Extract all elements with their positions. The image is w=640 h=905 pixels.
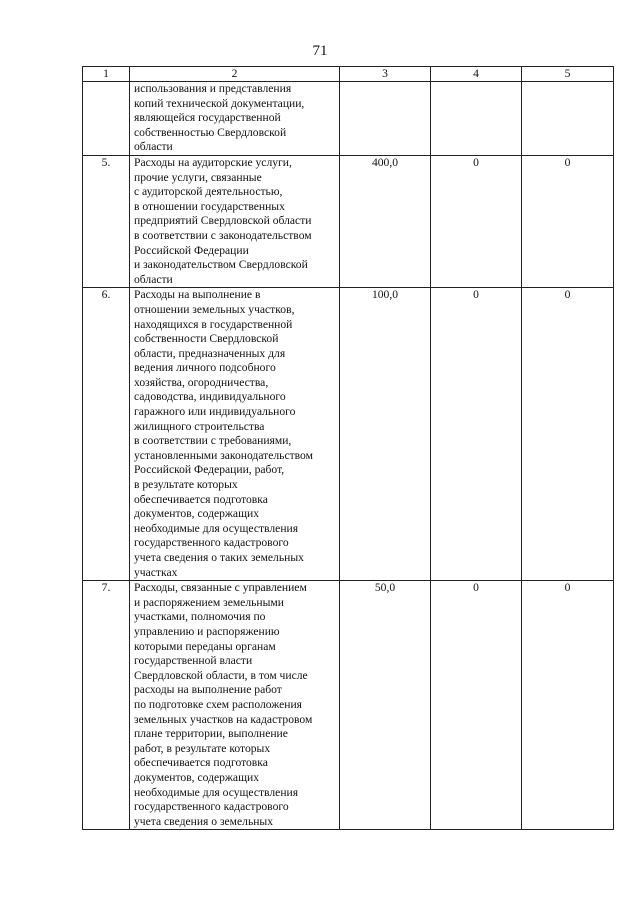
header-col-1: 1 xyxy=(83,67,130,82)
description-line: плане территории, выполнение xyxy=(134,727,288,741)
description-line: работ, в результате которых xyxy=(134,741,271,755)
description-line: обеспечивается подготовка xyxy=(134,492,268,506)
description-line: учета сведения о земельных xyxy=(134,814,274,828)
row-value-col-3: 50,0 xyxy=(340,581,431,830)
description-line: документов, содержащих xyxy=(134,770,260,784)
row-number: 6. xyxy=(83,288,130,581)
row-value-col-5: 0 xyxy=(522,288,614,581)
row-value-col-3: 100,0 xyxy=(340,288,431,581)
row-value-col-4: 0 xyxy=(431,288,522,581)
row-description xyxy=(130,288,340,581)
description-line: использования и представления xyxy=(134,82,292,95)
table-row xyxy=(83,82,614,156)
page-number: 71 xyxy=(312,43,328,59)
description-line: и распоряжением земельными xyxy=(134,595,284,609)
description-line: расходы на выполнение работ xyxy=(134,683,282,697)
row-value-col-4 xyxy=(431,82,522,156)
description-line: хозяйства, огородничества, xyxy=(134,375,269,389)
description-line: обеспечивается подготовка xyxy=(134,756,268,770)
table-row xyxy=(83,155,614,287)
description-line: в соответствии с требованиями, xyxy=(134,434,292,448)
description-line: ведения личного подсобного xyxy=(134,361,276,375)
description-line: и законодательством Свердловской xyxy=(134,258,308,272)
header-col-3: 3 xyxy=(340,67,431,82)
description-line: с аудиторской деятельностью, xyxy=(134,185,283,199)
row-description xyxy=(130,581,340,830)
description-line: гаражного или индивидуального xyxy=(134,405,296,419)
description-line: прочие услуги, связанные xyxy=(134,170,262,184)
description-line: управлению и распоряжению xyxy=(134,624,280,638)
description-line: области xyxy=(134,140,173,154)
row-description xyxy=(130,82,340,156)
description-line: являющейся государственной xyxy=(134,111,281,125)
description-line: в результате которых xyxy=(134,478,238,492)
row-number xyxy=(83,82,130,156)
row-number: 5. xyxy=(83,155,130,287)
row-number: 7. xyxy=(83,581,130,830)
description-line: в отношении государственных xyxy=(134,199,285,213)
description-line: собственностью Свердловской xyxy=(134,125,287,139)
description-line: которыми переданы органам xyxy=(134,639,276,653)
description-line: жилищного строительства xyxy=(134,419,265,433)
description-line: Свердловской области, в том числе xyxy=(134,668,308,682)
row-value-col-3 xyxy=(340,82,431,156)
description-line: необходимые для осуществления xyxy=(134,785,299,799)
description-line: копий технической документации, xyxy=(134,96,305,110)
table-row xyxy=(83,581,614,830)
description-line: Российской Федерации xyxy=(134,243,249,257)
description-line: документов, содержащих xyxy=(134,507,260,521)
description-line: учета сведения о таких земельных xyxy=(134,551,304,564)
header-col-2: 2 xyxy=(130,67,340,82)
description-line: Расходы на аудиторские услуги, xyxy=(134,155,292,169)
row-value-col-5 xyxy=(522,82,614,156)
description-line: земельных участков на кадастровом xyxy=(134,712,313,726)
row-value-col-5: 0 xyxy=(522,155,614,287)
row-value-col-3: 400,0 xyxy=(340,155,431,287)
expenses-table xyxy=(82,66,614,830)
description-line: необходимые для осуществления xyxy=(134,521,299,535)
description-line: установленными законодательством xyxy=(134,448,313,462)
description-line: находящихся в государственной xyxy=(134,317,293,331)
table-body xyxy=(83,67,614,830)
description-line: государственной власти xyxy=(134,654,253,668)
description-line: государственного кадастрового xyxy=(134,800,289,814)
description-line: Российской Федерации, работ, xyxy=(134,463,285,477)
description-line: Расходы на выполнение в xyxy=(134,288,261,302)
row-value-col-5: 0 xyxy=(522,581,614,830)
description-line: участках xyxy=(134,565,178,579)
description-line: области, предназначенных для xyxy=(134,346,286,360)
description-line: по подготовке схем расположения xyxy=(134,697,303,711)
description-line: области xyxy=(134,272,173,286)
table-row xyxy=(83,288,614,581)
row-value-col-4: 0 xyxy=(431,155,522,287)
description-line: отношении земельных участков, xyxy=(134,302,295,316)
row-description xyxy=(130,155,340,287)
row-value-col-4: 0 xyxy=(431,581,522,830)
header-col-5: 5 xyxy=(522,67,614,82)
table-header-row xyxy=(83,67,614,82)
description-line: Расходы, связанные с управлением xyxy=(134,581,307,595)
description-line: государственного кадастрового xyxy=(134,536,289,550)
description-line: предприятий Свердловской области xyxy=(134,214,312,228)
description-line: собственности Свердловской xyxy=(134,332,279,346)
description-line: в соответствии с законодательством xyxy=(134,228,312,242)
description-line: участками, полномочия по xyxy=(134,610,266,624)
header-col-4: 4 xyxy=(431,67,522,82)
description-line: садоводства, индивидуального xyxy=(134,390,286,404)
